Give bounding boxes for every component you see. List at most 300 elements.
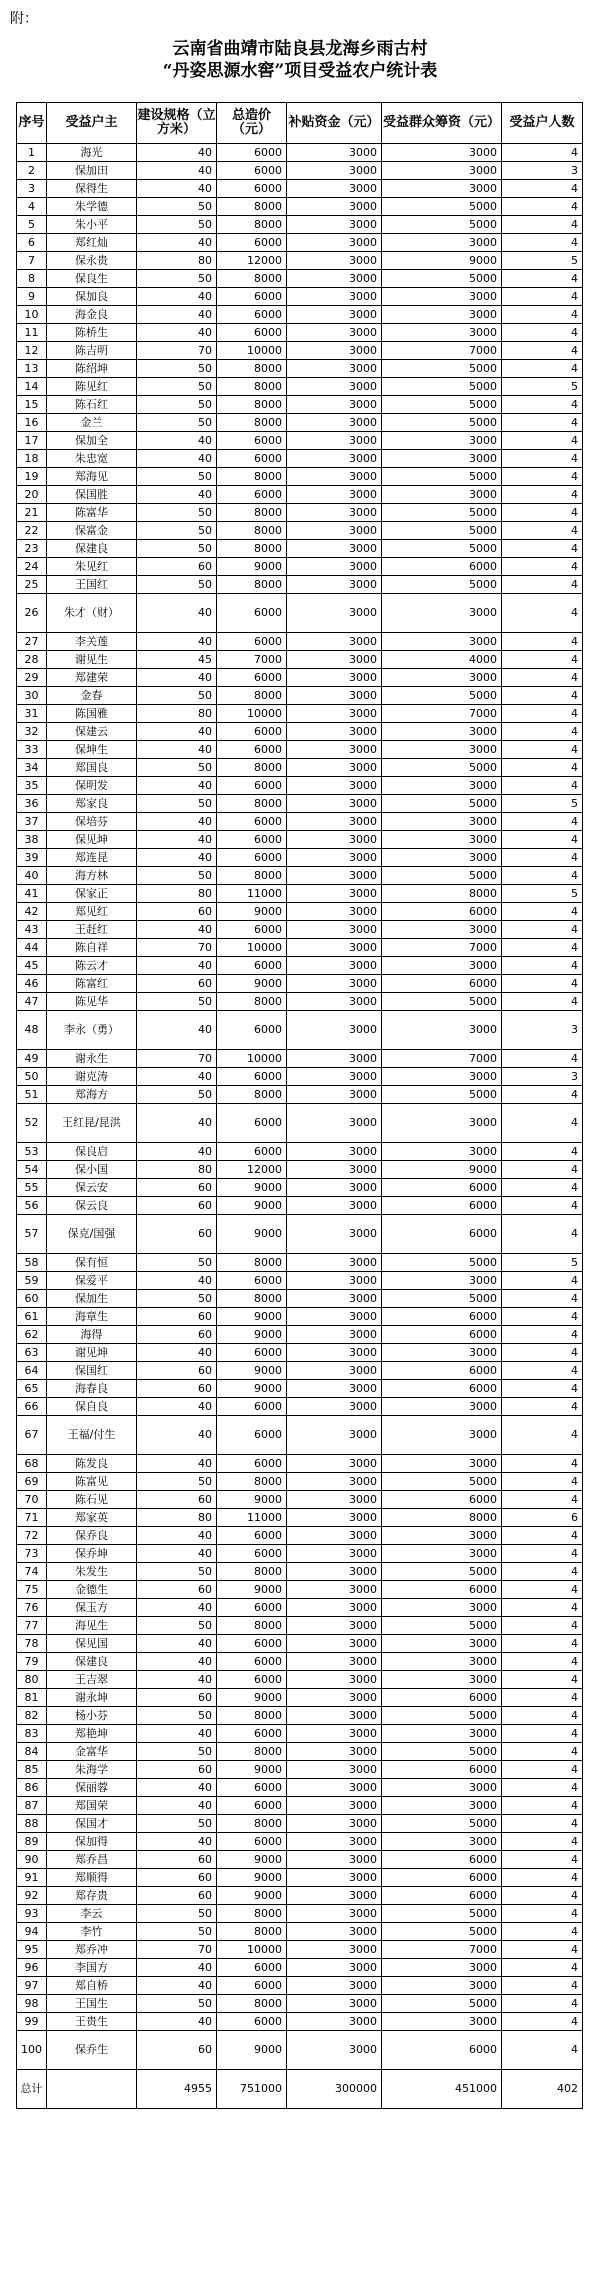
row-index-cell: 31 bbox=[17, 705, 47, 723]
household-size-cell: 4 bbox=[502, 1545, 583, 1563]
household-head-cell: 海光 bbox=[47, 144, 137, 162]
household-size-cell: 4 bbox=[502, 849, 583, 867]
self-funding-cell: 6000 bbox=[382, 1308, 502, 1326]
total-cost-cell: 9000 bbox=[217, 1362, 287, 1380]
self-funding-cell: 5000 bbox=[382, 1254, 502, 1272]
table-row bbox=[17, 198, 583, 216]
self-funding-cell: 5000 bbox=[382, 540, 502, 558]
subsidy-cell: 3000 bbox=[287, 777, 382, 795]
self-funding-cell: 6000 bbox=[382, 1581, 502, 1599]
total-cost-cell: 8000 bbox=[217, 1923, 287, 1941]
table-row bbox=[17, 576, 583, 594]
self-funding-cell: 8000 bbox=[382, 885, 502, 903]
household-head-cell: 郑连昆 bbox=[47, 849, 137, 867]
household-head-cell: 海见生 bbox=[47, 1617, 137, 1635]
household-size-cell: 4 bbox=[502, 540, 583, 558]
household-size-cell: 4 bbox=[502, 1197, 583, 1215]
household-size-cell: 4 bbox=[502, 1671, 583, 1689]
household-head-cell: 保培芬 bbox=[47, 813, 137, 831]
household-head-cell: 保建良 bbox=[47, 1653, 137, 1671]
household-size-cell: 4 bbox=[502, 1398, 583, 1416]
household-size-cell: 4 bbox=[502, 651, 583, 669]
table-row bbox=[17, 705, 583, 723]
capacity-cell: 40 bbox=[137, 633, 217, 651]
row-index-cell: 58 bbox=[17, 1254, 47, 1272]
capacity-cell: 40 bbox=[137, 1104, 217, 1143]
total-cost-cell: 8000 bbox=[217, 504, 287, 522]
household-head-cell: 保有恒 bbox=[47, 1254, 137, 1272]
household-size-cell: 4 bbox=[502, 1104, 583, 1143]
capacity-cell: 60 bbox=[137, 1197, 217, 1215]
self-funding-cell: 3000 bbox=[382, 1104, 502, 1143]
capacity-cell: 60 bbox=[137, 1869, 217, 1887]
subsidy-cell: 3000 bbox=[287, 1761, 382, 1779]
header-subsidy: 补贴资金（元） bbox=[287, 103, 382, 144]
table-row bbox=[17, 939, 583, 957]
table-row bbox=[17, 288, 583, 306]
self-funding-cell: 3000 bbox=[382, 594, 502, 633]
subsidy-cell: 3000 bbox=[287, 1671, 382, 1689]
household-size-cell: 4 bbox=[502, 993, 583, 1011]
household-size-cell: 4 bbox=[502, 342, 583, 360]
household-size-cell: 4 bbox=[502, 1455, 583, 1473]
table-row bbox=[17, 867, 583, 885]
self-funding-cell: 3000 bbox=[382, 849, 502, 867]
household-head-cell: 保自良 bbox=[47, 1398, 137, 1416]
self-funding-cell: 5000 bbox=[382, 360, 502, 378]
household-head-cell: 保永贵 bbox=[47, 252, 137, 270]
self-funding-cell: 5000 bbox=[382, 1086, 502, 1104]
total-cost-cell: 9000 bbox=[217, 1179, 287, 1197]
row-index-cell: 32 bbox=[17, 723, 47, 741]
subsidy-cell: 3000 bbox=[287, 540, 382, 558]
household-size-cell: 4 bbox=[502, 1599, 583, 1617]
capacity-cell: 60 bbox=[137, 1761, 217, 1779]
total-cost-cell: 8000 bbox=[217, 795, 287, 813]
capacity-cell: 60 bbox=[137, 1380, 217, 1398]
subsidy-cell: 3000 bbox=[287, 993, 382, 1011]
row-index-cell: 74 bbox=[17, 1563, 47, 1581]
self-funding-cell: 3000 bbox=[382, 831, 502, 849]
row-index-cell: 61 bbox=[17, 1308, 47, 1326]
capacity-cell: 60 bbox=[137, 975, 217, 993]
capacity-cell: 50 bbox=[137, 1743, 217, 1761]
self-funding-cell: 6000 bbox=[382, 1887, 502, 1905]
household-size-cell: 4 bbox=[502, 975, 583, 993]
self-funding-cell: 7000 bbox=[382, 705, 502, 723]
household-size-cell: 4 bbox=[502, 1344, 583, 1362]
household-head-cell: 谢见坤 bbox=[47, 1344, 137, 1362]
self-funding-cell: 3000 bbox=[382, 1797, 502, 1815]
table-row bbox=[17, 270, 583, 288]
household-size-cell: 4 bbox=[502, 270, 583, 288]
table-row bbox=[17, 1887, 583, 1905]
subsidy-cell: 3000 bbox=[287, 1290, 382, 1308]
household-head-cell: 王国生 bbox=[47, 1995, 137, 2013]
subsidy-cell: 3000 bbox=[287, 1851, 382, 1869]
subsidy-cell: 3000 bbox=[287, 1398, 382, 1416]
household-head-cell: 保富金 bbox=[47, 522, 137, 540]
table-row bbox=[17, 741, 583, 759]
self-funding-cell: 8000 bbox=[382, 1509, 502, 1527]
household-size-cell: 4 bbox=[502, 705, 583, 723]
subsidy-cell: 3000 bbox=[287, 651, 382, 669]
capacity-cell: 50 bbox=[137, 1995, 217, 2013]
self-funding-cell: 4000 bbox=[382, 651, 502, 669]
total-cost-cell: 6000 bbox=[217, 234, 287, 252]
subsidy-cell: 3000 bbox=[287, 1545, 382, 1563]
self-funding-cell: 3000 bbox=[382, 1653, 502, 1671]
self-funding-cell: 3000 bbox=[382, 432, 502, 450]
self-funding-cell: 3000 bbox=[382, 813, 502, 831]
capacity-cell: 40 bbox=[137, 1398, 217, 1416]
capacity-cell: 50 bbox=[137, 522, 217, 540]
household-size-cell: 5 bbox=[502, 378, 583, 396]
household-head-cell: 王贵生 bbox=[47, 2013, 137, 2031]
subsidy-cell: 3000 bbox=[287, 1143, 382, 1161]
household-size-cell: 4 bbox=[502, 831, 583, 849]
subsidy-cell: 3000 bbox=[287, 522, 382, 540]
subsidy-cell: 3000 bbox=[287, 1635, 382, 1653]
household-head-cell: 郑国荣 bbox=[47, 1797, 137, 1815]
household-head-cell: 李国方 bbox=[47, 1959, 137, 1977]
subsidy-cell: 3000 bbox=[287, 576, 382, 594]
household-size-cell: 3 bbox=[502, 1011, 583, 1050]
subsidy-cell: 3000 bbox=[287, 1527, 382, 1545]
subsidy-cell: 3000 bbox=[287, 1815, 382, 1833]
table-row bbox=[17, 360, 583, 378]
total-cost-cell: 8000 bbox=[217, 1995, 287, 2013]
household-head-cell: 谢克涛 bbox=[47, 1068, 137, 1086]
capacity-cell: 40 bbox=[137, 1416, 217, 1455]
row-index-cell: 84 bbox=[17, 1743, 47, 1761]
total-cost-cell: 8000 bbox=[217, 993, 287, 1011]
subsidy-cell: 3000 bbox=[287, 306, 382, 324]
table-row bbox=[17, 1509, 583, 1527]
household-head-cell: 陈富华 bbox=[47, 504, 137, 522]
total-cost-cell: 8000 bbox=[217, 198, 287, 216]
subsidy-cell: 3000 bbox=[287, 705, 382, 723]
self-funding-cell: 3000 bbox=[382, 2013, 502, 2031]
subsidy-cell: 3000 bbox=[287, 432, 382, 450]
capacity-cell: 45 bbox=[137, 651, 217, 669]
household-head-cell: 朱学德 bbox=[47, 198, 137, 216]
table-row bbox=[17, 414, 583, 432]
table-row bbox=[17, 1179, 583, 1197]
table-row bbox=[17, 903, 583, 921]
capacity-cell: 50 bbox=[137, 1254, 217, 1272]
capacity-cell: 60 bbox=[137, 1308, 217, 1326]
capacity-cell: 40 bbox=[137, 831, 217, 849]
row-index-cell: 85 bbox=[17, 1761, 47, 1779]
row-index-cell: 51 bbox=[17, 1086, 47, 1104]
table-row bbox=[17, 1905, 583, 1923]
capacity-cell: 40 bbox=[137, 450, 217, 468]
subsidy-cell: 3000 bbox=[287, 1326, 382, 1344]
capacity-cell: 40 bbox=[137, 288, 217, 306]
subsidy-cell: 3000 bbox=[287, 1197, 382, 1215]
self-funding-cell: 3000 bbox=[382, 162, 502, 180]
total-cost-cell: 8000 bbox=[217, 1254, 287, 1272]
household-size-cell: 4 bbox=[502, 1179, 583, 1197]
household-size-cell: 4 bbox=[502, 1581, 583, 1599]
self-funding-cell: 7000 bbox=[382, 342, 502, 360]
capacity-cell: 40 bbox=[137, 144, 217, 162]
table-row bbox=[17, 1653, 583, 1671]
self-funding-cell: 3000 bbox=[382, 1143, 502, 1161]
capacity-cell: 80 bbox=[137, 1161, 217, 1179]
household-size-cell: 4 bbox=[502, 813, 583, 831]
household-head-cell: 海得 bbox=[47, 1326, 137, 1344]
subsidy-cell: 3000 bbox=[287, 1308, 382, 1326]
row-index-cell: 21 bbox=[17, 504, 47, 522]
table-row bbox=[17, 975, 583, 993]
household-size-cell: 5 bbox=[502, 252, 583, 270]
self-funding-cell: 3000 bbox=[382, 633, 502, 651]
subsidy-cell: 3000 bbox=[287, 162, 382, 180]
subsidy-cell: 3000 bbox=[287, 1725, 382, 1743]
total-cost-cell: 9000 bbox=[217, 558, 287, 576]
table-row bbox=[17, 1215, 583, 1254]
subsidy-cell: 3000 bbox=[287, 216, 382, 234]
household-head-cell bbox=[47, 2070, 137, 2109]
total-cost-cell: 6000 bbox=[217, 162, 287, 180]
total-cost-cell: 8000 bbox=[217, 1905, 287, 1923]
total-cost-cell: 9000 bbox=[217, 903, 287, 921]
capacity-cell: 60 bbox=[137, 1215, 217, 1254]
household-size-cell: 4 bbox=[502, 1779, 583, 1797]
household-head-cell: 郑艳坤 bbox=[47, 1725, 137, 1743]
row-index-cell: 45 bbox=[17, 957, 47, 975]
table-row bbox=[17, 378, 583, 396]
household-head-cell: 王国红 bbox=[47, 576, 137, 594]
household-head-cell: 保乔良 bbox=[47, 1527, 137, 1545]
capacity-cell: 40 bbox=[137, 1143, 217, 1161]
subsidy-cell: 3000 bbox=[287, 1833, 382, 1851]
total-cost-cell: 6000 bbox=[217, 1797, 287, 1815]
subsidy-cell: 3000 bbox=[287, 360, 382, 378]
capacity-cell: 60 bbox=[137, 1326, 217, 1344]
household-head-cell: 郑见红 bbox=[47, 903, 137, 921]
total-cost-cell: 8000 bbox=[217, 216, 287, 234]
household-size-cell: 4 bbox=[502, 669, 583, 687]
table-row bbox=[17, 777, 583, 795]
row-index-cell: 72 bbox=[17, 1527, 47, 1545]
subsidy-cell: 3000 bbox=[287, 180, 382, 198]
self-funding-cell: 5000 bbox=[382, 576, 502, 594]
header-capacity: 建设规格（立方米） bbox=[137, 103, 217, 144]
self-funding-cell: 3000 bbox=[382, 1977, 502, 1995]
subsidy-cell: 3000 bbox=[287, 1509, 382, 1527]
total-cost-cell: 8000 bbox=[217, 687, 287, 705]
self-funding-cell: 5000 bbox=[382, 1473, 502, 1491]
self-funding-cell: 3000 bbox=[382, 1779, 502, 1797]
household-size-cell: 4 bbox=[502, 1689, 583, 1707]
household-size-cell: 4 bbox=[502, 1617, 583, 1635]
household-head-cell: 李云 bbox=[47, 1905, 137, 1923]
total-cost-cell: 6000 bbox=[217, 1599, 287, 1617]
household-size-cell: 4 bbox=[502, 216, 583, 234]
self-funding-cell: 6000 bbox=[382, 1491, 502, 1509]
row-index-cell: 89 bbox=[17, 1833, 47, 1851]
household-head-cell: 保小国 bbox=[47, 1161, 137, 1179]
subsidy-cell: 3000 bbox=[287, 414, 382, 432]
self-funding-cell: 3000 bbox=[382, 741, 502, 759]
capacity-cell: 40 bbox=[137, 669, 217, 687]
household-size-cell: 402 bbox=[502, 2070, 583, 2109]
header-household-head: 受益户主 bbox=[47, 103, 137, 144]
household-size-cell: 4 bbox=[502, 867, 583, 885]
self-funding-cell: 6000 bbox=[382, 1326, 502, 1344]
row-index-cell: 69 bbox=[17, 1473, 47, 1491]
household-size-cell: 4 bbox=[502, 1995, 583, 2013]
household-size-cell: 4 bbox=[502, 1887, 583, 1905]
household-head-cell: 金兰 bbox=[47, 414, 137, 432]
total-cost-cell: 10000 bbox=[217, 1941, 287, 1959]
subsidy-cell: 3000 bbox=[287, 1599, 382, 1617]
self-funding-cell: 7000 bbox=[382, 1941, 502, 1959]
total-cost-cell: 6000 bbox=[217, 1344, 287, 1362]
household-head-cell: 陈富红 bbox=[47, 975, 137, 993]
subsidy-cell: 3000 bbox=[287, 486, 382, 504]
row-index-cell: 97 bbox=[17, 1977, 47, 1995]
row-index-cell: 93 bbox=[17, 1905, 47, 1923]
table-row bbox=[17, 1707, 583, 1725]
table-row bbox=[17, 669, 583, 687]
row-index-cell: 23 bbox=[17, 540, 47, 558]
household-size-cell: 4 bbox=[502, 234, 583, 252]
row-index-cell: 19 bbox=[17, 468, 47, 486]
capacity-cell: 50 bbox=[137, 867, 217, 885]
household-head-cell: 王红昆/昆洪 bbox=[47, 1104, 137, 1143]
table-row bbox=[17, 1563, 583, 1581]
self-funding-cell: 6000 bbox=[382, 975, 502, 993]
household-size-cell: 4 bbox=[502, 360, 583, 378]
self-funding-cell: 3000 bbox=[382, 144, 502, 162]
household-head-cell: 郑自桥 bbox=[47, 1977, 137, 1995]
self-funding-cell: 9000 bbox=[382, 1161, 502, 1179]
row-index-cell: 91 bbox=[17, 1869, 47, 1887]
household-head-cell: 陈桥生 bbox=[47, 324, 137, 342]
capacity-cell: 50 bbox=[137, 1290, 217, 1308]
self-funding-cell: 5000 bbox=[382, 759, 502, 777]
self-funding-cell: 6000 bbox=[382, 1179, 502, 1197]
household-head-cell: 王赶红 bbox=[47, 921, 137, 939]
total-cost-cell: 6000 bbox=[217, 180, 287, 198]
household-size-cell: 4 bbox=[502, 1362, 583, 1380]
household-head-cell: 李竹 bbox=[47, 1923, 137, 1941]
table-row bbox=[17, 795, 583, 813]
household-size-cell: 4 bbox=[502, 324, 583, 342]
table-body bbox=[17, 144, 583, 2109]
household-head-cell: 保国才 bbox=[47, 1815, 137, 1833]
household-size-cell: 4 bbox=[502, 1161, 583, 1179]
total-cost-cell: 6000 bbox=[217, 669, 287, 687]
row-index-cell: 98 bbox=[17, 1995, 47, 2013]
subsidy-cell: 3000 bbox=[287, 378, 382, 396]
total-cost-cell: 6000 bbox=[217, 1671, 287, 1689]
row-index-cell: 33 bbox=[17, 741, 47, 759]
row-index-cell: 49 bbox=[17, 1050, 47, 1068]
self-funding-cell: 5000 bbox=[382, 867, 502, 885]
capacity-cell: 40 bbox=[137, 1797, 217, 1815]
capacity-cell: 40 bbox=[137, 162, 217, 180]
table-row bbox=[17, 1344, 583, 1362]
self-funding-cell: 3000 bbox=[382, 957, 502, 975]
total-cost-cell: 10000 bbox=[217, 1050, 287, 1068]
self-funding-cell: 3000 bbox=[382, 486, 502, 504]
attachment-label: 附： bbox=[10, 11, 38, 27]
household-head-cell: 谢永坤 bbox=[47, 1689, 137, 1707]
household-head-cell: 朱发生 bbox=[47, 1563, 137, 1581]
subsidy-cell: 3000 bbox=[287, 2031, 382, 2070]
total-cost-cell: 9000 bbox=[217, 1308, 287, 1326]
table-row bbox=[17, 1254, 583, 1272]
row-index-cell: 80 bbox=[17, 1671, 47, 1689]
household-size-cell: 4 bbox=[502, 1380, 583, 1398]
row-index-cell: 59 bbox=[17, 1272, 47, 1290]
capacity-cell: 60 bbox=[137, 2031, 217, 2070]
row-index-cell: 5 bbox=[17, 216, 47, 234]
household-head-cell: 保加良 bbox=[47, 288, 137, 306]
self-funding-cell: 5000 bbox=[382, 1743, 502, 1761]
household-head-cell: 保云良 bbox=[47, 1197, 137, 1215]
row-index-cell: 60 bbox=[17, 1290, 47, 1308]
capacity-cell: 50 bbox=[137, 414, 217, 432]
header-self-funding: 受益群众筹资（元） bbox=[382, 103, 502, 144]
row-index-cell: 95 bbox=[17, 1941, 47, 1959]
self-funding-cell: 5000 bbox=[382, 396, 502, 414]
capacity-cell: 70 bbox=[137, 939, 217, 957]
table-row bbox=[17, 1197, 583, 1215]
capacity-cell: 50 bbox=[137, 1707, 217, 1725]
subsidy-cell: 3000 bbox=[287, 1344, 382, 1362]
household-head-cell: 朱才（财） bbox=[47, 594, 137, 633]
total-cost-cell: 6000 bbox=[217, 1416, 287, 1455]
table-row bbox=[17, 759, 583, 777]
household-head-cell: 杨小芬 bbox=[47, 1707, 137, 1725]
household-head-cell: 保见国 bbox=[47, 1635, 137, 1653]
row-index-cell: 53 bbox=[17, 1143, 47, 1161]
row-index-cell: 47 bbox=[17, 993, 47, 1011]
self-funding-cell: 5000 bbox=[382, 1815, 502, 1833]
household-size-cell: 5 bbox=[502, 885, 583, 903]
household-size-cell: 4 bbox=[502, 777, 583, 795]
table-row bbox=[17, 486, 583, 504]
header-index: 序号 bbox=[17, 103, 47, 144]
capacity-cell: 50 bbox=[137, 216, 217, 234]
subsidy-cell: 3000 bbox=[287, 1272, 382, 1290]
total-cost-cell: 8000 bbox=[217, 414, 287, 432]
subsidy-cell: 3000 bbox=[287, 1617, 382, 1635]
subsidy-cell: 3000 bbox=[287, 1977, 382, 1995]
table-row bbox=[17, 1599, 583, 1617]
row-index-cell: 96 bbox=[17, 1959, 47, 1977]
total-cost-cell: 8000 bbox=[217, 378, 287, 396]
capacity-cell: 40 bbox=[137, 957, 217, 975]
table-header-row bbox=[17, 103, 583, 144]
self-funding-cell: 3000 bbox=[382, 921, 502, 939]
subsidy-cell: 3000 bbox=[287, 759, 382, 777]
household-size-cell: 4 bbox=[502, 633, 583, 651]
household-size-cell: 4 bbox=[502, 1707, 583, 1725]
total-cost-cell: 6000 bbox=[217, 957, 287, 975]
household-size-cell: 4 bbox=[502, 2031, 583, 2070]
subsidy-cell: 3000 bbox=[287, 1779, 382, 1797]
table-row bbox=[17, 144, 583, 162]
subsidy-cell: 3000 bbox=[287, 324, 382, 342]
household-head-cell: 谢见生 bbox=[47, 651, 137, 669]
